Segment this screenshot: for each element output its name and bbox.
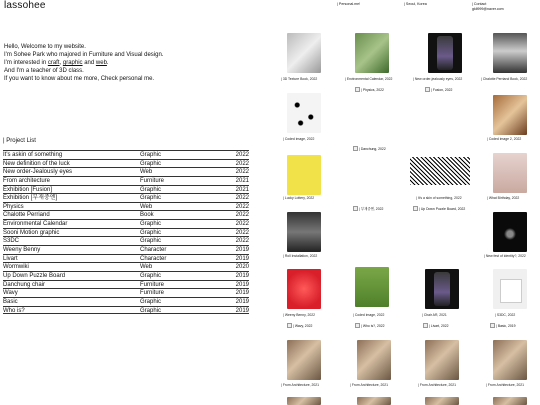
project-year: 2019: [235, 281, 249, 288]
thumbnail-caption[interactable]: | Chair AR, 2021: [422, 313, 447, 317]
project-category: Web: [140, 264, 153, 271]
project-thumbnail[interactable]: [428, 33, 462, 73]
broken-image-label: | Basic, 2019: [496, 323, 516, 328]
intro-line: And I'm a teacher of 3D class.: [4, 68, 84, 74]
project-year: 2022: [235, 169, 249, 176]
project-category: Graphic: [140, 186, 162, 193]
table-row[interactable]: [3, 219, 249, 228]
nav-personal-link[interactable]: | Personal.me!: [337, 2, 361, 6]
project-thumbnail[interactable]: [355, 267, 389, 307]
project-thumbnail[interactable]: [287, 397, 321, 405]
project-category: Graphic: [140, 307, 162, 314]
thumbnail-caption[interactable]: | From Architecture, 2021: [350, 383, 389, 387]
broken-image[interactable]: [413, 206, 465, 211]
thumbnail-caption[interactable]: | Coded image, 2022: [353, 313, 385, 317]
project-name: Physics: [3, 203, 24, 210]
table-row[interactable]: [3, 210, 249, 219]
table-row[interactable]: [3, 167, 249, 176]
project-category: Graphic: [140, 221, 162, 228]
project-year: 2019: [235, 255, 249, 262]
project-category: Book: [140, 212, 154, 219]
broken-image-icon: [355, 87, 360, 92]
broken-image[interactable]: [355, 323, 385, 328]
project-name: Who is?: [3, 307, 25, 314]
project-name: Exhibition [Fusion]: [3, 186, 53, 193]
table-row[interactable]: [3, 176, 249, 185]
project-thumbnail[interactable]: [493, 95, 527, 135]
project-table: [3, 150, 249, 314]
broken-image-icon: [353, 206, 358, 211]
project-thumbnail[interactable]: [493, 397, 527, 405]
broken-image[interactable]: [355, 87, 384, 92]
project-category: Furniture: [140, 177, 165, 184]
thumbnail-caption[interactable]: | From Architecture, 2021: [486, 383, 525, 387]
table-row[interactable]: [3, 159, 249, 168]
project-name: It's askin of something: [3, 152, 63, 158]
thumbnail-caption[interactable]: | New fest of identity?, 2022: [484, 254, 526, 258]
project-name: Sooni Motion graphic: [3, 229, 60, 236]
broken-image-label: | Who is?, 2022: [361, 323, 385, 328]
project-year: 2022: [235, 160, 249, 167]
project-category: Graphic: [140, 160, 162, 167]
table-row[interactable]: [3, 280, 249, 289]
project-year: 2021: [235, 177, 249, 184]
table-row[interactable]: [3, 306, 249, 315]
table-row[interactable]: [3, 236, 249, 245]
project-thumbnail[interactable]: [287, 269, 321, 309]
broken-image[interactable]: [423, 323, 449, 328]
thumbnail-caption[interactable]: | It's a skin of something, 2022: [416, 196, 462, 200]
thumbnail-caption[interactable]: | S3DC, 2022: [495, 313, 516, 317]
project-name: Wormwiki: [3, 264, 29, 271]
web-link[interactable]: web: [95, 60, 107, 66]
table-row[interactable]: [3, 271, 249, 280]
project-thumbnail[interactable]: [357, 397, 391, 405]
intro-line: If you want to know about me more, Check personal me.: [4, 76, 155, 82]
table-row[interactable]: [3, 228, 249, 237]
intro-line: [4, 59, 204, 67]
project-year: 2022: [235, 238, 249, 245]
table-row[interactable]: [3, 288, 249, 297]
project-thumbnail[interactable]: [287, 33, 321, 73]
broken-image-icon: [353, 146, 358, 151]
project-name: Chalotte Perriand: [3, 212, 50, 219]
project-year: 2019: [235, 307, 249, 314]
thumbnail-caption[interactable]: | Roll Installation, 2022: [283, 254, 318, 258]
thumbnail-caption[interactable]: | New order-jealously eyes, 2022: [413, 77, 463, 81]
project-category: Furniture: [140, 281, 165, 288]
intro-text-span: and: [82, 60, 96, 66]
thumbnail-caption[interactable]: | Coded image, 2022: [283, 137, 315, 141]
project-name: New order-Jealously eyes: [3, 169, 73, 176]
project-category: Graphic: [140, 152, 162, 158]
broken-image[interactable]: [353, 146, 386, 151]
project-thumbnail[interactable]: [493, 269, 527, 309]
project-name: Wavy: [3, 290, 18, 297]
project-thumbnail[interactable]: [287, 93, 321, 133]
project-name: Up Down Puzzle Board: [3, 272, 66, 279]
thumbnail-caption[interactable]: | What Birthday, 2022: [487, 196, 520, 200]
project-category: Web: [140, 169, 153, 176]
project-year: 2022: [235, 229, 249, 236]
project-list-title: | Project List: [3, 138, 36, 144]
table-row[interactable]: [3, 245, 249, 254]
table-row[interactable]: [3, 150, 249, 159]
thumbnail-caption[interactable]: | From Architecture, 2021: [281, 383, 320, 387]
broken-image-icon: [490, 323, 495, 328]
project-category: Web: [140, 203, 153, 210]
broken-image-label: | Physics, 2022: [361, 87, 384, 92]
thumbnail-caption[interactable]: | Environmental Calendar, 2022: [345, 77, 393, 81]
broken-image-label: | 부재중엔, 2022: [359, 207, 384, 211]
project-category: Graphic: [140, 195, 162, 202]
project-name: Exhibition [부재중엔]: [3, 195, 58, 202]
project-category: Graphic: [140, 298, 162, 305]
broken-image-label: | Wavy, 2022: [293, 323, 313, 328]
intro-text-span: .: [106, 60, 109, 66]
project-year: 2022: [235, 152, 249, 158]
thumbnail-caption[interactable]: | Lucky Lottery, 2022: [283, 196, 315, 200]
project-category: Graphic: [140, 238, 162, 245]
nav-location: | Seoul, Korea: [404, 2, 427, 6]
table-row[interactable]: [3, 202, 249, 211]
project-year: 2020: [235, 264, 249, 271]
project-year: 2021: [235, 186, 249, 193]
intro-line: I'm Sohee Park who majored in Furniture and Visual design.: [4, 52, 164, 58]
project-gallery: [275, 25, 540, 405]
broken-image[interactable]: [425, 87, 452, 92]
project-thumbnail[interactable]: [425, 397, 459, 405]
thumbnail-caption[interactable]: | 3D Texture Book, 2022: [281, 77, 318, 81]
broken-image[interactable]: [353, 206, 383, 211]
table-row[interactable]: [3, 297, 249, 306]
broken-image-label: | Fusion, 2022: [431, 87, 453, 92]
project-year: 2022: [235, 203, 249, 210]
project-category: Graphic: [140, 229, 162, 236]
broken-image[interactable]: [490, 323, 516, 328]
intro-line: Hello, Welcome to my website.: [4, 44, 86, 50]
broken-image-label: | Danchung, 2022: [359, 146, 386, 151]
project-thumbnail[interactable]: [287, 155, 321, 195]
thumbnail-caption[interactable]: | Chalotte Perriand Book, 2022: [481, 77, 528, 81]
intro-text-span: I'm interested in: [4, 60, 48, 66]
project-year: 2019: [235, 247, 249, 254]
project-year: 2019: [235, 290, 249, 297]
project-thumbnail[interactable]: [287, 212, 321, 252]
project-thumbnail[interactable]: [493, 153, 527, 193]
project-year: 2019: [235, 272, 249, 279]
project-name: Danchung chair: [3, 281, 46, 288]
thumbnail-caption[interactable]: | Coded image 2, 2022: [487, 137, 522, 141]
broken-image-label: | Up Down Puzzle Board, 2022: [419, 206, 466, 211]
project-category: Furniture: [140, 290, 165, 297]
project-year: 2022: [235, 212, 249, 219]
project-thumbnail[interactable]: [425, 269, 459, 309]
project-name: Livart: [3, 255, 18, 262]
project-name: Basic: [3, 298, 18, 305]
broken-image[interactable]: [287, 323, 312, 328]
table-row[interactable]: [3, 262, 249, 271]
broken-image-label: | Livart, 2022: [429, 323, 449, 328]
project-year: 2019: [235, 298, 249, 305]
table-row[interactable]: [3, 193, 249, 202]
intro-text-span: ,: [59, 60, 63, 66]
project-thumbnail[interactable]: [410, 157, 470, 185]
broken-image-icon: [413, 206, 418, 211]
project-thumbnail[interactable]: [493, 33, 527, 73]
project-category: Character: [140, 247, 167, 254]
project-thumbnail[interactable]: [287, 340, 321, 380]
thumbnail-caption[interactable]: | From Architecture, 2021: [418, 383, 457, 387]
project-thumbnail[interactable]: [493, 340, 527, 380]
project-name: S3DC: [3, 238, 20, 245]
project-category: Graphic: [140, 272, 162, 279]
project-category: Character: [140, 255, 167, 262]
project-name: From architecture: [3, 177, 51, 184]
table-row[interactable]: [3, 185, 249, 194]
project-thumbnail[interactable]: [357, 340, 391, 380]
broken-image-icon: [287, 323, 292, 328]
project-thumbnail[interactable]: [425, 340, 459, 380]
intro-text: [4, 43, 204, 83]
broken-image-icon: [355, 323, 360, 328]
thumbnail-caption[interactable]: | Weeny Benny, 2022: [283, 313, 316, 317]
project-name: Environmental Calendar: [3, 221, 68, 228]
project-name: Weeny Benny: [3, 247, 41, 254]
graphic-link[interactable]: graphic: [62, 60, 83, 66]
craft-link[interactable]: craft: [47, 60, 60, 66]
broken-image-icon: [423, 323, 428, 328]
nav-contact-label: | Contact: [472, 2, 487, 6]
broken-image-icon: [425, 87, 430, 92]
nav-contact-email[interactable]: gkll999@naver.com: [472, 7, 504, 11]
project-name: New definition of the luck: [3, 160, 70, 167]
project-year: 2022: [235, 221, 249, 228]
project-thumbnail[interactable]: [493, 212, 527, 252]
project-thumbnail[interactable]: [355, 33, 389, 73]
table-row[interactable]: [3, 254, 249, 263]
project-year: 2022: [235, 195, 249, 202]
site-logo[interactable]: lassohee: [4, 0, 46, 11]
